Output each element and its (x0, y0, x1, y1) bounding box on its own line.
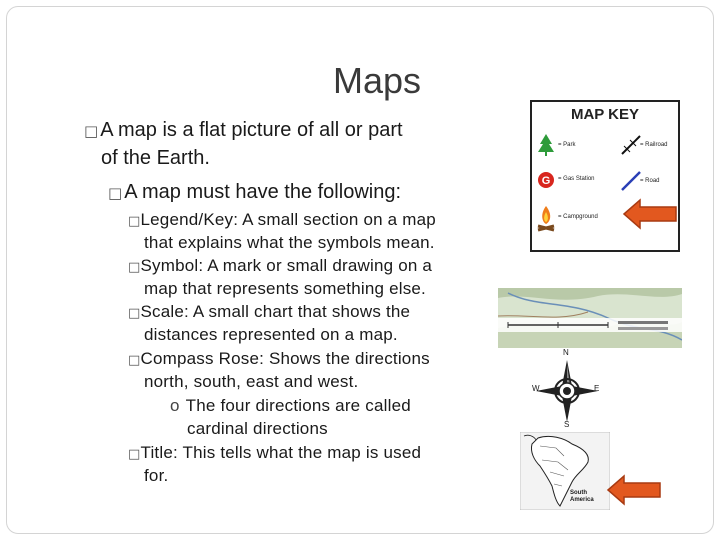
list-item-text: map that represents something else. (144, 279, 426, 298)
bullet-box-icon: □ (128, 260, 141, 275)
slide-title: Maps (332, 60, 422, 101)
svg-text:G: G (541, 175, 551, 187)
list-item-text: Title: This tells what the map is used (140, 443, 422, 462)
bullet-box-icon: □ (128, 447, 141, 462)
list-item-compass-rose (128, 347, 430, 372)
sub-item-text: The four directions are called (185, 396, 411, 415)
bullet-box-icon: □ (84, 122, 99, 140)
map-key-park-label: = Park (558, 142, 576, 148)
list-item-text: that explains what the symbols mean. (144, 233, 435, 252)
list-item-symbol (128, 254, 432, 279)
campground-icon (538, 206, 554, 230)
list-item-scale (128, 300, 410, 325)
map-key-camp-label: = Campground (558, 214, 598, 220)
continent-label-line-2: America (570, 497, 594, 503)
bullet-sub (108, 180, 401, 205)
map-key-title: MAP KEY (570, 106, 640, 123)
list-item-text: Scale: A small chart that shows the (140, 302, 411, 321)
south-america-label (570, 490, 594, 504)
bullet-main (84, 118, 403, 143)
list-item-text: Symbol: A mark or small drawing on a (140, 256, 433, 275)
list-item-text: Compass Rose: Shows the directions (140, 349, 430, 368)
compass-rose-image (528, 348, 606, 430)
list-item-legend (128, 208, 436, 233)
list-item-text: north, south, east and west. (144, 372, 359, 391)
bullet-main-text-1: A map is a flat picture of all or part (100, 119, 403, 141)
map-key-railroad-label: = Railroad (640, 142, 668, 148)
bullet-o-icon: o (170, 396, 180, 415)
arrow-left-icon (606, 474, 662, 506)
list-item-text: Legend/Key: A small section on a map (140, 210, 436, 229)
bullet-sub-text: A map must have the following: (124, 181, 402, 203)
bullet-main-text-2: of the Earth. (101, 147, 210, 169)
gas-station-icon (538, 172, 554, 188)
compass-n-label: N (563, 348, 569, 357)
road-icon (622, 172, 640, 190)
list-item-title (128, 441, 421, 466)
scale-map-image (498, 288, 682, 348)
list-item-text: distances represented on a map. (144, 325, 398, 344)
arrow-left-icon (622, 198, 678, 230)
map-key-gas-label: = Gas Station (558, 176, 595, 182)
sub-item-text: cardinal directions (187, 419, 328, 438)
compass-e-label: E (594, 384, 600, 393)
bullet-box-icon: □ (128, 306, 141, 321)
south-america-outline (520, 432, 610, 510)
railroad-icon (622, 136, 640, 154)
list-item-text: for. (144, 466, 169, 485)
south-america-map-image (520, 432, 610, 510)
sub-item-cardinal (170, 394, 411, 417)
continent-label-line-1: South (570, 490, 587, 496)
bullet-box-icon: □ (108, 184, 123, 202)
park-icon (538, 134, 554, 156)
compass-s-label: S (564, 420, 570, 429)
map-key-road-label: = Road (640, 178, 660, 184)
bullet-box-icon: □ (128, 214, 141, 229)
compass-w-label: W (532, 384, 540, 393)
bullet-box-icon: □ (128, 353, 141, 368)
